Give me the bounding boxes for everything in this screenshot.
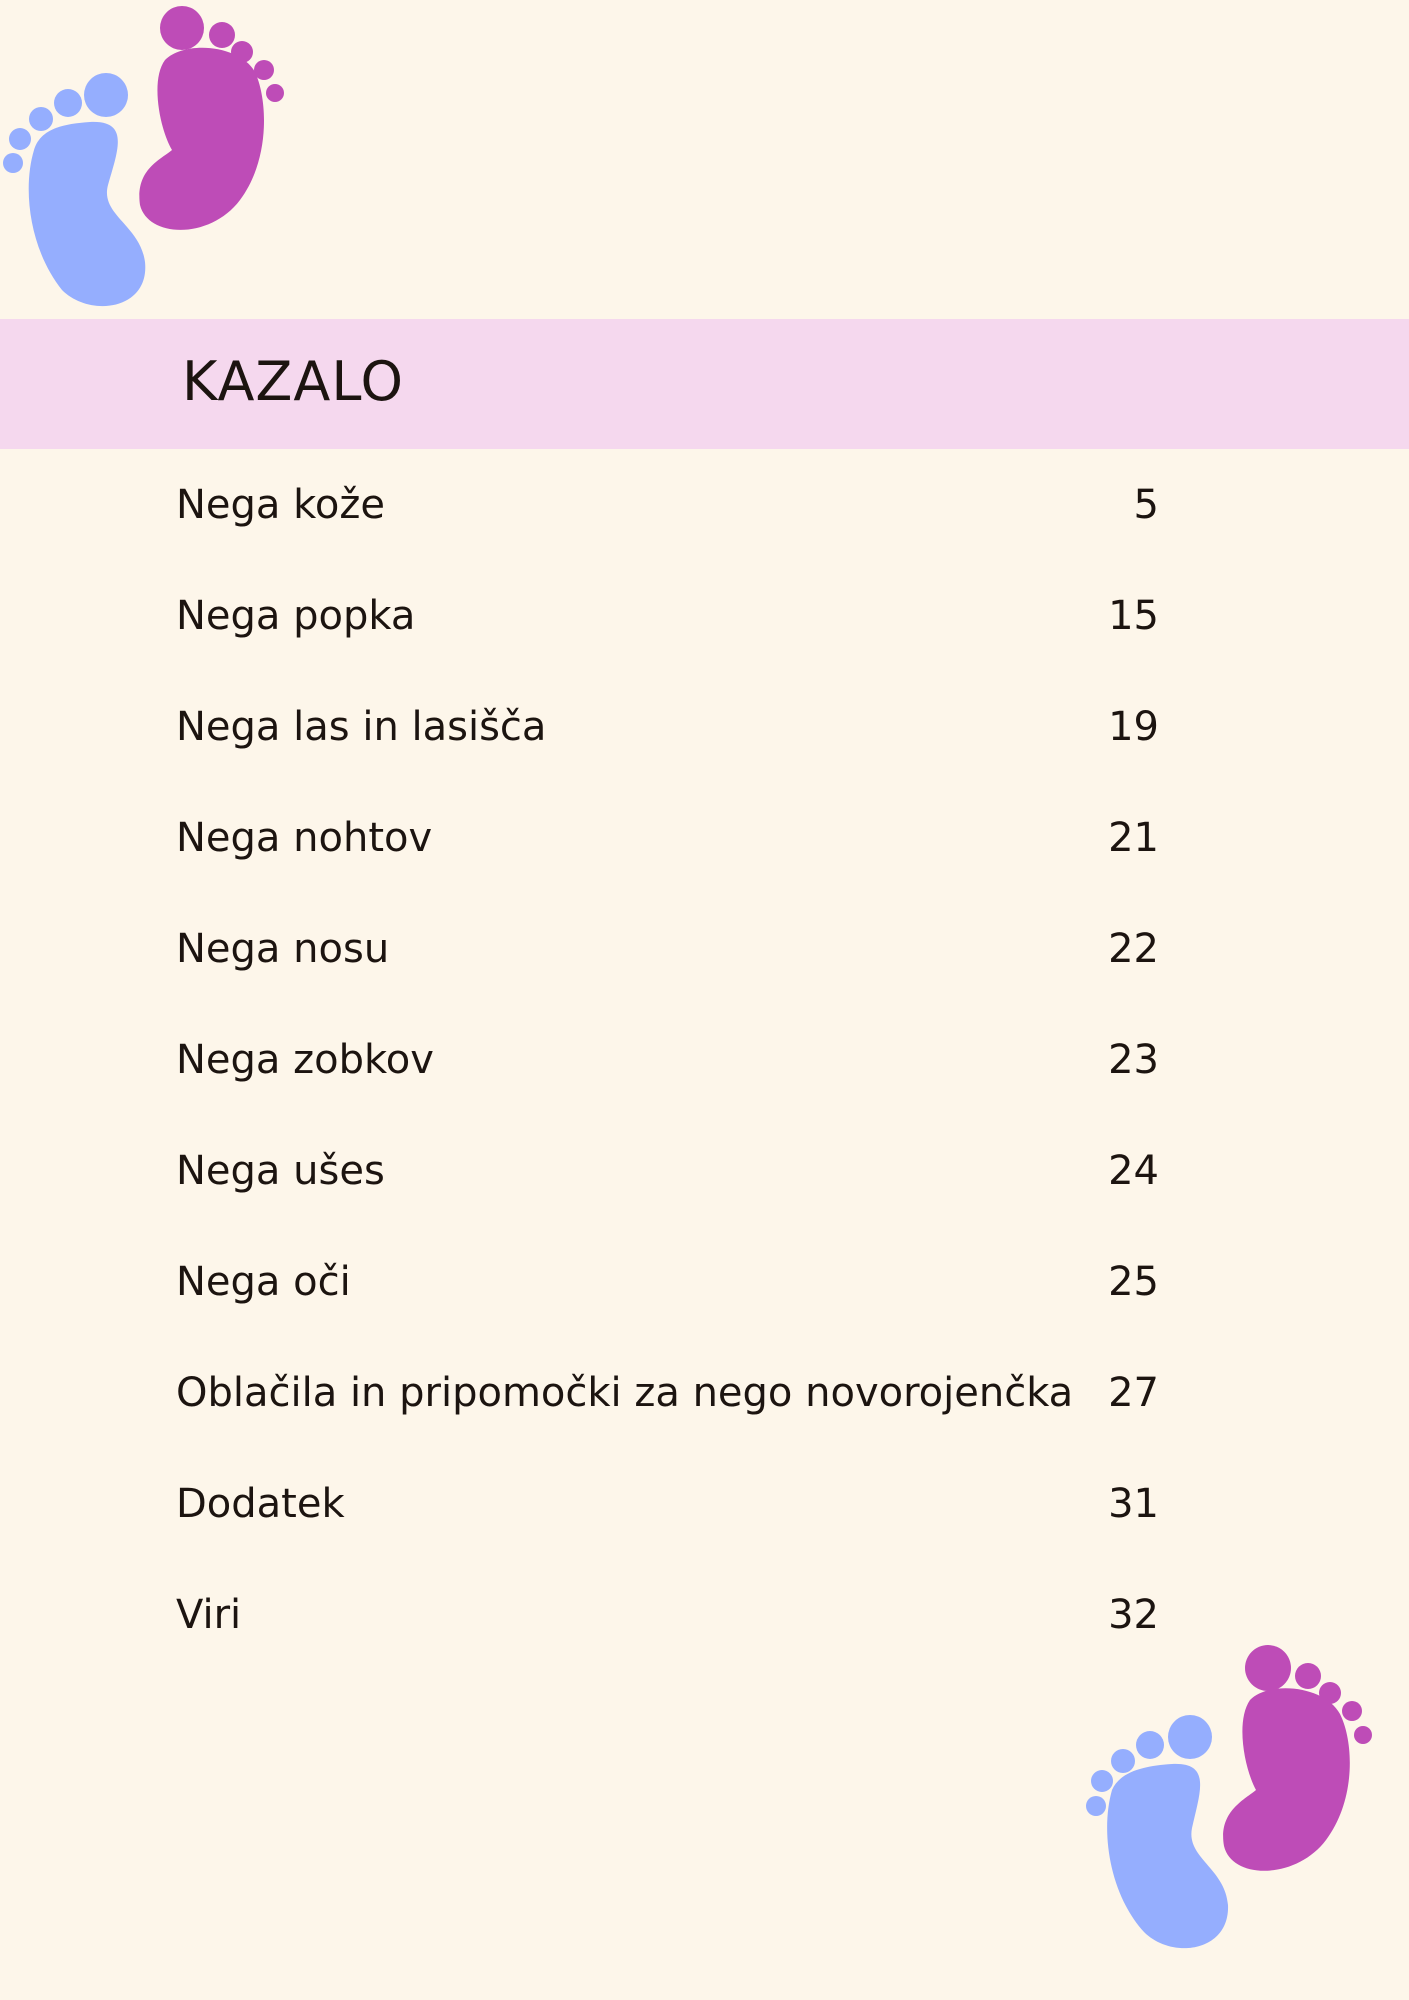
toc-item-title: Nega kože	[176, 482, 385, 528]
blue-footprint-icon	[3, 73, 145, 306]
toc-item-page: 22	[1108, 926, 1159, 972]
toc-item-title: Dodatek	[176, 1481, 345, 1527]
toc-item-title: Oblačila in pripomočki za nego novorojenčka	[176, 1370, 1074, 1416]
toc-item[interactable]	[0, 1257, 1409, 1317]
toc-item-page: 5	[1133, 482, 1159, 528]
toc-item-page: 23	[1108, 1037, 1159, 1083]
toc-item-page: 25	[1108, 1259, 1159, 1305]
toc-item[interactable]	[0, 1035, 1409, 1095]
baby-footprints-icon	[0, 0, 290, 310]
toc-item[interactable]	[0, 591, 1409, 651]
toc-item-page: 31	[1108, 1481, 1159, 1527]
toc-item[interactable]	[0, 1479, 1409, 1539]
toc-item-page: 27	[1108, 1370, 1159, 1416]
toc-item-page: 32	[1108, 1592, 1159, 1638]
toc-item[interactable]	[0, 1368, 1409, 1428]
toc-item[interactable]	[0, 813, 1409, 873]
purple-footprint-icon	[1223, 1645, 1372, 1871]
toc-item[interactable]	[0, 924, 1409, 984]
toc-item-page: 15	[1108, 593, 1159, 639]
baby-footprints-icon	[1080, 1640, 1380, 1960]
toc-item-title: Viri	[176, 1592, 242, 1638]
toc-item-page: 21	[1108, 815, 1159, 861]
blue-footprint-icon	[1086, 1715, 1228, 1948]
toc-item-title: Nega oči	[176, 1259, 351, 1305]
toc-item-title: Nega zobkov	[176, 1037, 434, 1083]
toc-item-title: Nega las in lasišča	[176, 704, 547, 750]
toc-item-title: Nega popka	[176, 593, 416, 639]
page-title: KAZALO	[182, 350, 404, 413]
toc-item[interactable]	[0, 1146, 1409, 1206]
toc-item-title: Nega nosu	[176, 926, 390, 972]
toc-item[interactable]	[0, 480, 1409, 540]
toc-item-page: 19	[1108, 704, 1159, 750]
purple-footprint-icon	[139, 6, 284, 230]
toc-item-title: Nega ušes	[176, 1148, 385, 1194]
toc-item-page: 24	[1108, 1148, 1159, 1194]
toc-item-title: Nega nohtov	[176, 815, 433, 861]
toc-item[interactable]	[0, 702, 1409, 762]
